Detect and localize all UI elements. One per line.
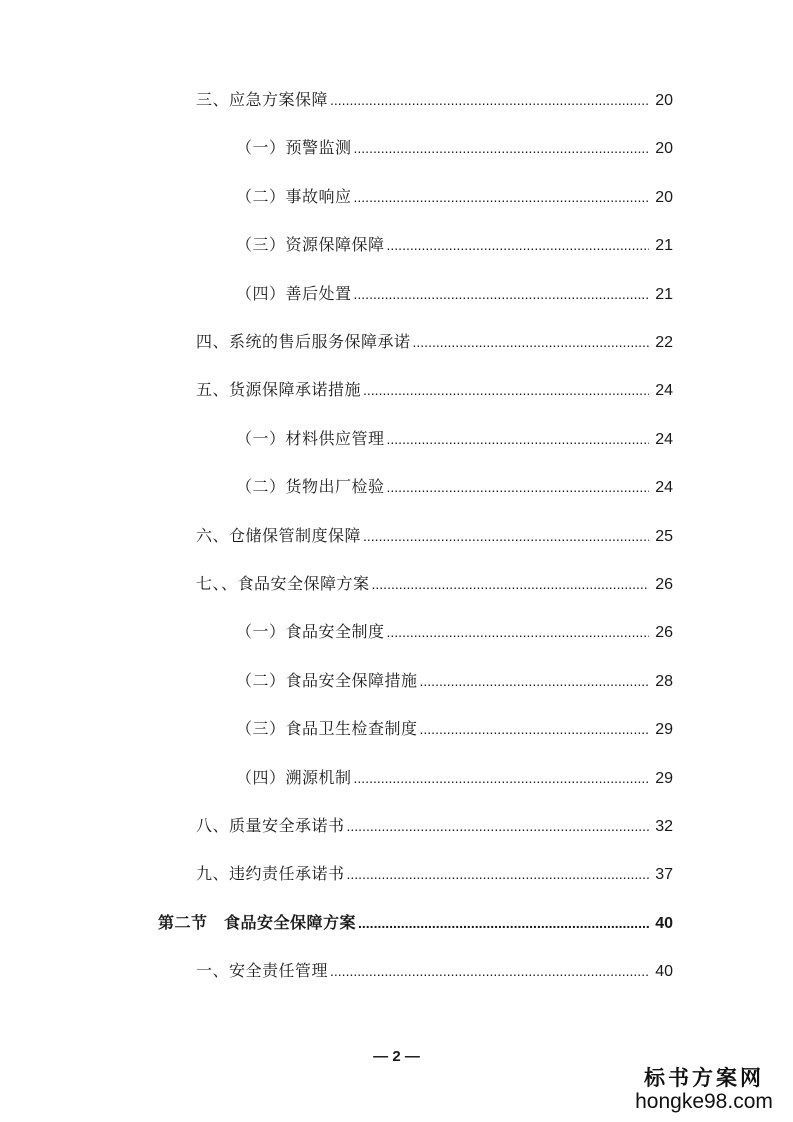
toc-entry-title: （三）资源保障保障 (236, 235, 385, 255)
toc-entry[interactable] (196, 86, 673, 114)
toc-entry[interactable] (236, 231, 673, 259)
toc-entry-title: 四、系统的售后服务保障承诺 (196, 332, 411, 351)
toc-entry-page-number: 24 (655, 430, 673, 448)
toc-dot-leader (358, 909, 649, 937)
toc-entry-title: （四）溯源机制 (236, 767, 352, 787)
toc-entry-page-number: 29 (655, 721, 673, 739)
watermark (629, 1066, 779, 1114)
toc-dot-leader (330, 86, 649, 114)
toc-entry[interactable] (236, 618, 673, 646)
toc-entry-page-number: 20 (655, 188, 673, 206)
toc-dot-leader (372, 570, 649, 598)
toc-entry[interactable] (236, 473, 673, 501)
toc-entry[interactable] (196, 957, 673, 985)
toc-dot-leader (363, 522, 649, 550)
toc-entry-page-number: 28 (655, 672, 673, 690)
toc-entry[interactable] (158, 909, 673, 937)
toc-entry[interactable] (236, 764, 673, 792)
toc-dot-leader (420, 667, 649, 695)
toc-entry-title: （二）事故响应 (236, 186, 352, 206)
toc-dot-leader (347, 812, 649, 840)
toc-entry-page-number: 22 (655, 334, 673, 351)
toc-entry[interactable] (196, 376, 673, 404)
toc-entry[interactable] (236, 667, 673, 695)
toc-entry-title: 第二节 食品安全保障方案 (158, 912, 357, 932)
toc-entry-page-number: 25 (655, 527, 673, 545)
toc-dot-leader (354, 764, 649, 792)
toc-entry[interactable] (196, 860, 673, 888)
toc-entry[interactable] (236, 425, 673, 453)
toc-entry[interactable] (236, 280, 673, 308)
toc-entry-title: 九、违约责任承诺书 (196, 864, 345, 884)
toc-dot-leader (387, 231, 649, 259)
toc-dot-leader (387, 473, 649, 501)
toc-entry[interactable] (196, 328, 673, 356)
toc-dot-leader (347, 860, 649, 888)
toc-entry-title: 五、货源保障承诺措施 (196, 380, 362, 400)
toc-entry[interactable] (196, 812, 673, 840)
toc-entry-title: （一）食品安全制度 (236, 622, 385, 642)
toc-entry-title: 一、安全责任管理 (196, 961, 329, 981)
toc-dot-leader (413, 328, 649, 356)
toc-entry-title: （二）货物出厂检验 (236, 477, 385, 497)
toc-entry-title: （三）食品卫生检查制度 (236, 719, 418, 739)
toc-dot-leader (387, 425, 649, 453)
page-number: — 2 — (373, 1048, 420, 1065)
toc-dot-leader (420, 715, 649, 743)
toc-dot-leader (354, 134, 649, 162)
watermark-title: 标书方案网 (644, 1065, 764, 1090)
toc-entry[interactable] (236, 183, 673, 211)
toc-dot-leader (330, 957, 649, 985)
toc-entry-page-number: 26 (655, 624, 673, 642)
toc-entry-title: 七、、食品安全保障方案 (196, 574, 370, 593)
toc-entry-page-number: 26 (655, 576, 673, 593)
toc-entry[interactable] (196, 570, 673, 598)
toc-entry[interactable] (196, 522, 673, 550)
toc-entry-page-number: 21 (655, 237, 673, 255)
toc-entry-title: 六、仓储保管制度保障 (196, 525, 362, 545)
toc-entry-page-number: 40 (655, 963, 673, 981)
toc-entry-page-number: 21 (655, 285, 673, 303)
toc-entry-title: 三、应急方案保障 (196, 90, 329, 109)
toc-entry-title: （一）材料供应管理 (236, 428, 385, 448)
toc-entry-title: 八、质量安全承诺书 (196, 816, 345, 835)
toc-entry[interactable] (236, 715, 673, 743)
toc-entry-page-number: 40 (655, 914, 673, 932)
toc-entry-page-number: 20 (655, 140, 673, 158)
toc-dot-leader (354, 280, 649, 308)
toc-entry[interactable] (236, 134, 673, 162)
toc-dot-leader (354, 183, 649, 211)
toc-entry-page-number: 37 (655, 866, 673, 884)
toc-entry-page-number: 24 (655, 479, 673, 497)
toc-entry-title: （一）预警监测 (236, 138, 352, 158)
toc-entry-title: （四）善后处置 (236, 283, 352, 303)
watermark-domain: hongke98.com (635, 1090, 773, 1113)
toc-entry-page-number: 32 (655, 818, 673, 835)
toc-entry-page-number: 29 (655, 769, 673, 787)
toc-dot-leader (363, 376, 649, 404)
toc-dot-leader (387, 618, 649, 646)
toc-entry-page-number: 24 (655, 382, 673, 400)
toc-entry-title: （二）食品安全保障措施 (236, 670, 418, 690)
toc-entry-page-number: 20 (655, 92, 673, 109)
